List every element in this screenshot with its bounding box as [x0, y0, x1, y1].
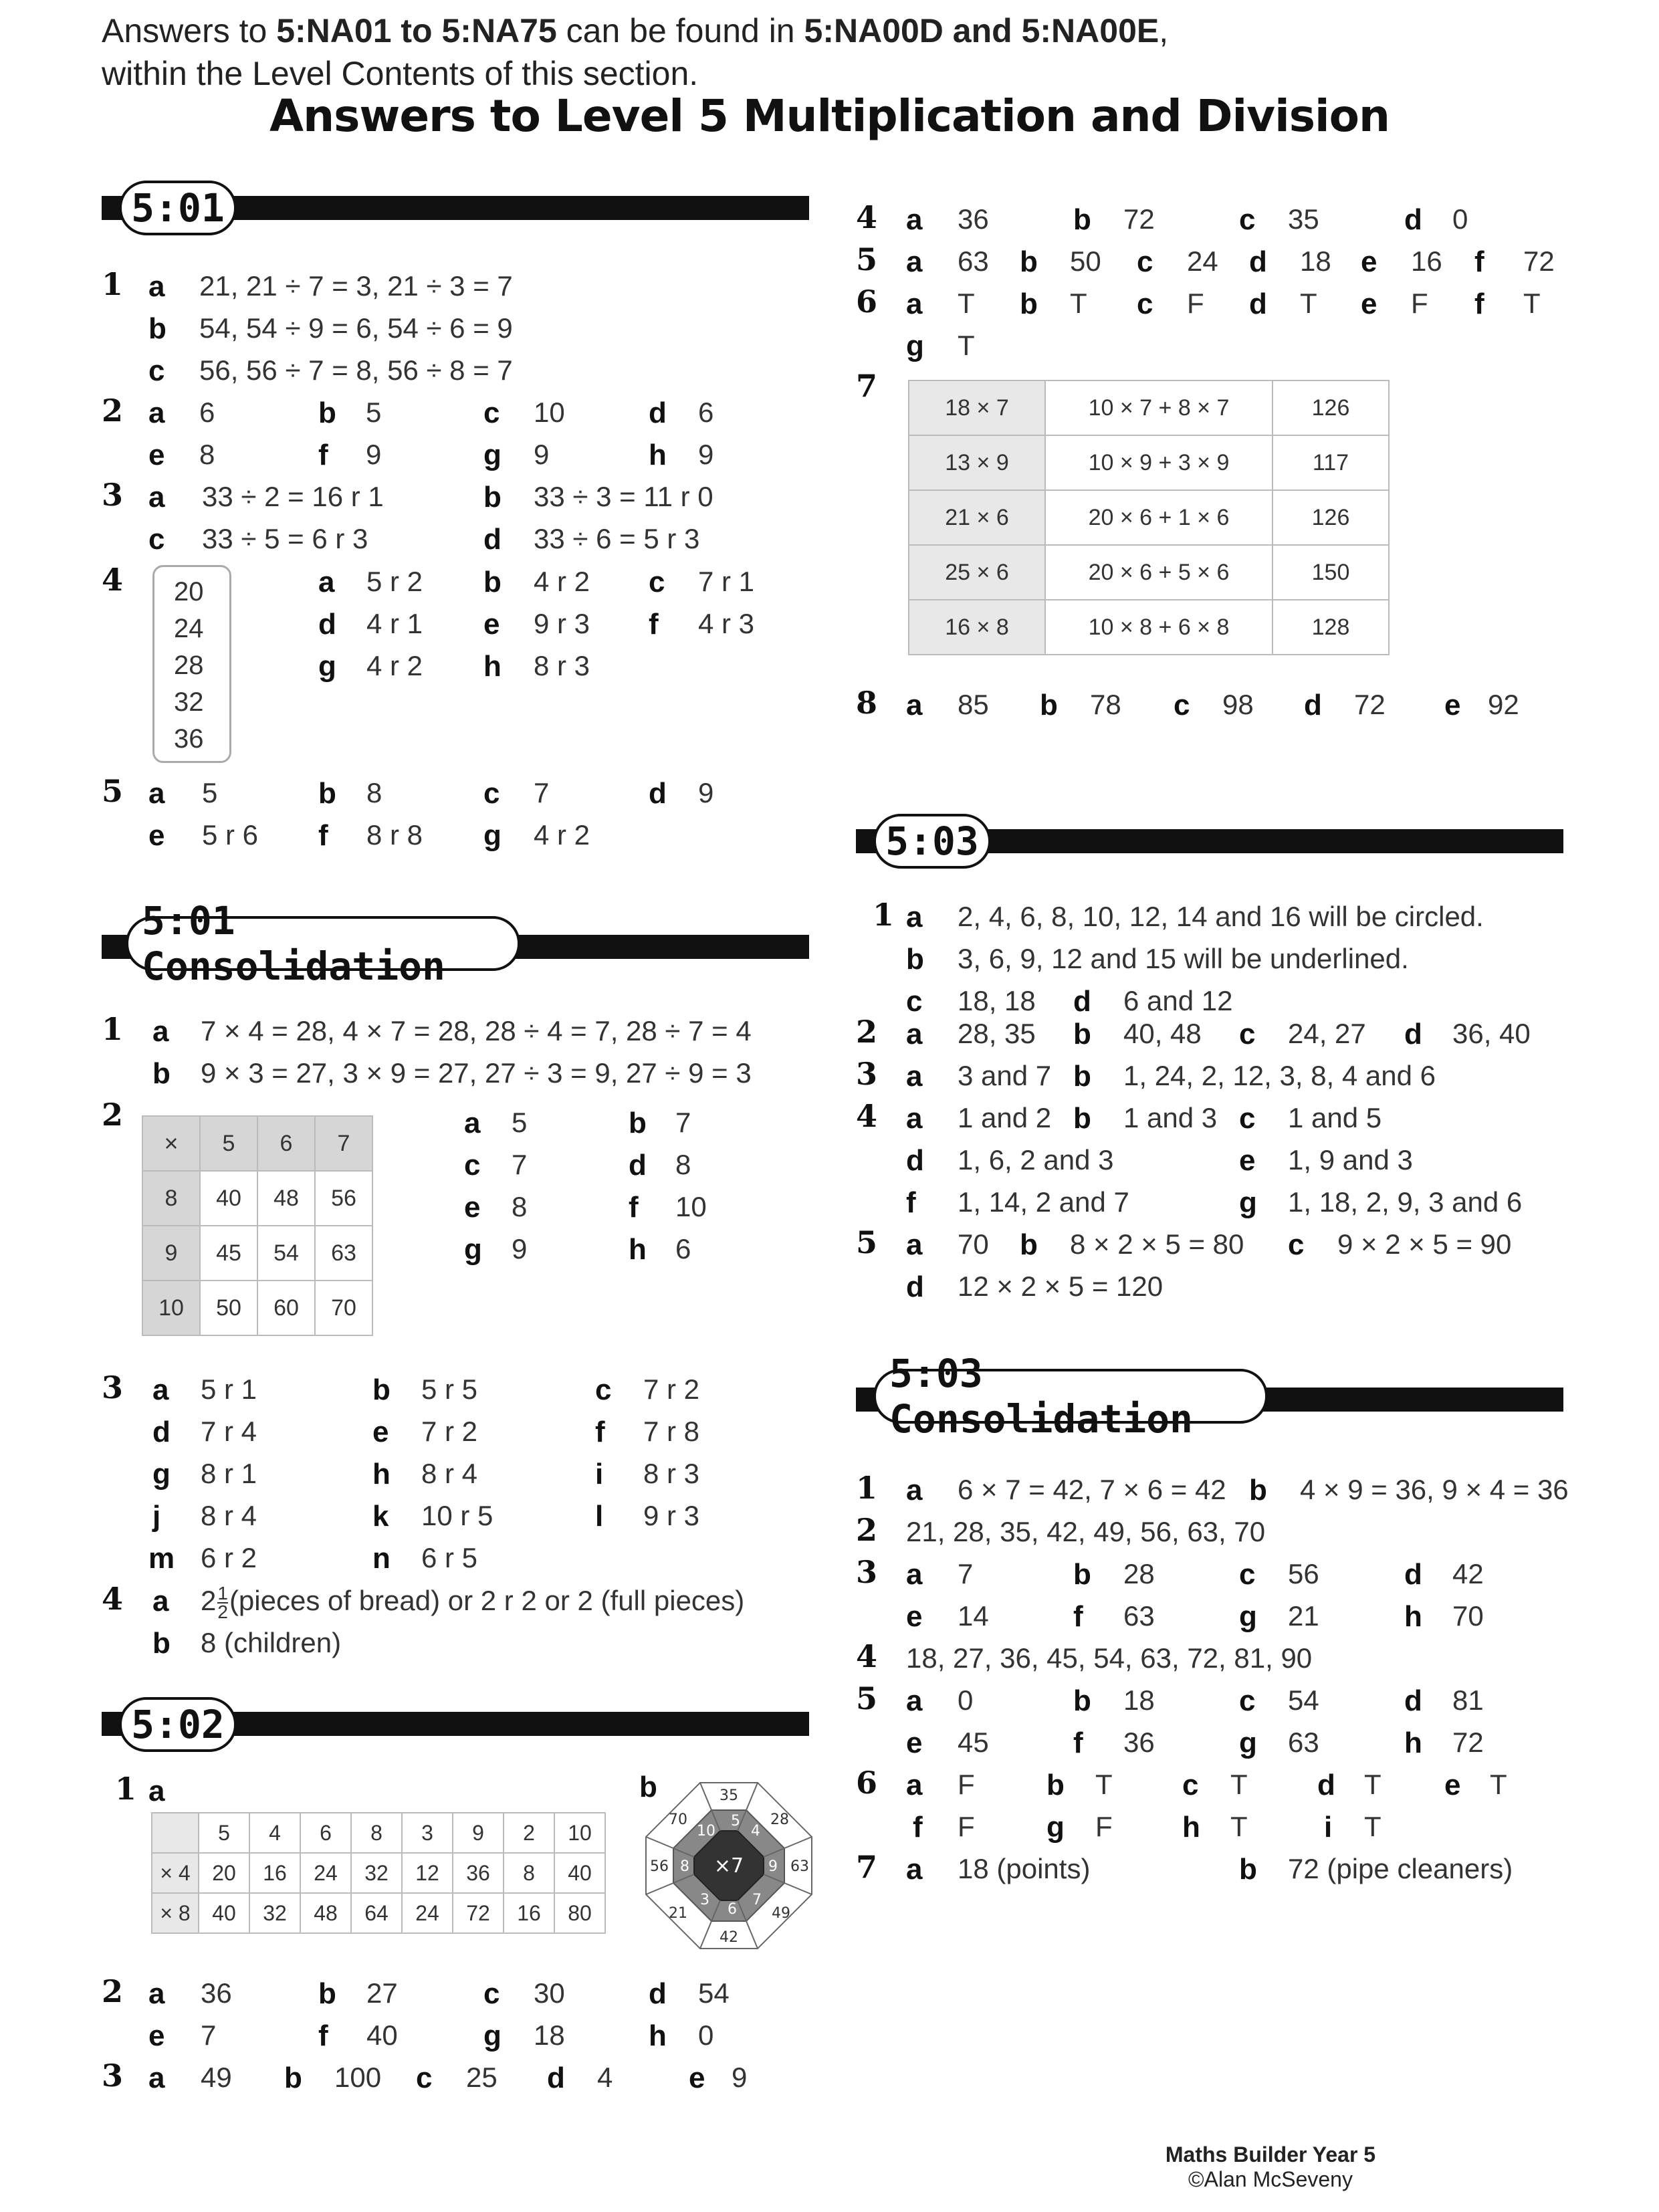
section-label-5-01-consolidation: 5:01 Consolidation	[126, 916, 520, 971]
octagon-outer-number: 21	[669, 1905, 687, 1922]
octagon-outer-number: 49	[772, 1905, 790, 1922]
footer-book-title: Maths Builder Year 5	[1165, 2142, 1376, 2167]
multiplication-grid: × 5 6 7 8 40 48 56 9 45 54 63 10 50 60 70	[142, 1115, 373, 1336]
fraction: $\frac{1}{2}$	[217, 1583, 228, 1622]
distributive-table: 18 × 7 10 × 7 + 8 × 7 126 13 × 9 10 × 9 + 3 × 9 117 21 × 6 20 × 6 + 1 × 6 126 25 × 6 20 × 6 + 5 × 6 150 16 × 8 10 × 8 + 6 × 8 128	[908, 380, 1390, 655]
octagon-inner-number: 7	[752, 1892, 762, 1908]
footer-copyright: ©Alan McSeveny	[1188, 2167, 1353, 2191]
octagon-outer-number: 42	[720, 1929, 738, 1946]
page-title: Answers to Level 5 Multiplication and Division	[269, 90, 1390, 142]
octagon-outer-number: 63	[790, 1858, 809, 1875]
octagon-inner-number: 4	[751, 1823, 760, 1840]
octagon-inner-number: 9	[768, 1858, 778, 1875]
octagon-center-label: ×7	[713, 1854, 744, 1878]
octagon-inner-number: 5	[731, 1813, 740, 1830]
octagon-times-diagram	[642, 1779, 816, 1953]
intro-text	[102, 9, 1168, 95]
octagon-inner-number: 8	[680, 1858, 689, 1875]
section-label-5-01: 5:01	[119, 181, 237, 235]
octagon-inner-number: 10	[697, 1823, 715, 1840]
octagon-outer-number: 35	[720, 1787, 738, 1804]
section-label-5-03-consolidation: 5:03 Consolidation	[873, 1369, 1268, 1424]
intro-line-1: Answers to 5:NA01 to 5:NA75 can be found in 5:NA00D and 5:NA00E,	[102, 12, 1169, 49]
octagon-outer-number: 70	[669, 1811, 687, 1828]
times-table: 5 4 6 8 3 9 2 10 × 4 20 16 24 32 12 36 8 40 × 8 40 32 48 64 24 72 16 80	[151, 1812, 606, 1934]
octagon-inner-number: 3	[700, 1892, 709, 1908]
footer	[1137, 2142, 1404, 2192]
octagon-outer-number: 28	[770, 1811, 789, 1828]
octagon-inner-number: 6	[728, 1901, 737, 1918]
section-label-5-03: 5:03	[873, 814, 991, 869]
section-label-5-02: 5:02	[119, 1697, 237, 1752]
octagon-outer-number: 56	[650, 1858, 669, 1875]
intro-line-2: within the Level Contents of this section.	[102, 55, 699, 92]
